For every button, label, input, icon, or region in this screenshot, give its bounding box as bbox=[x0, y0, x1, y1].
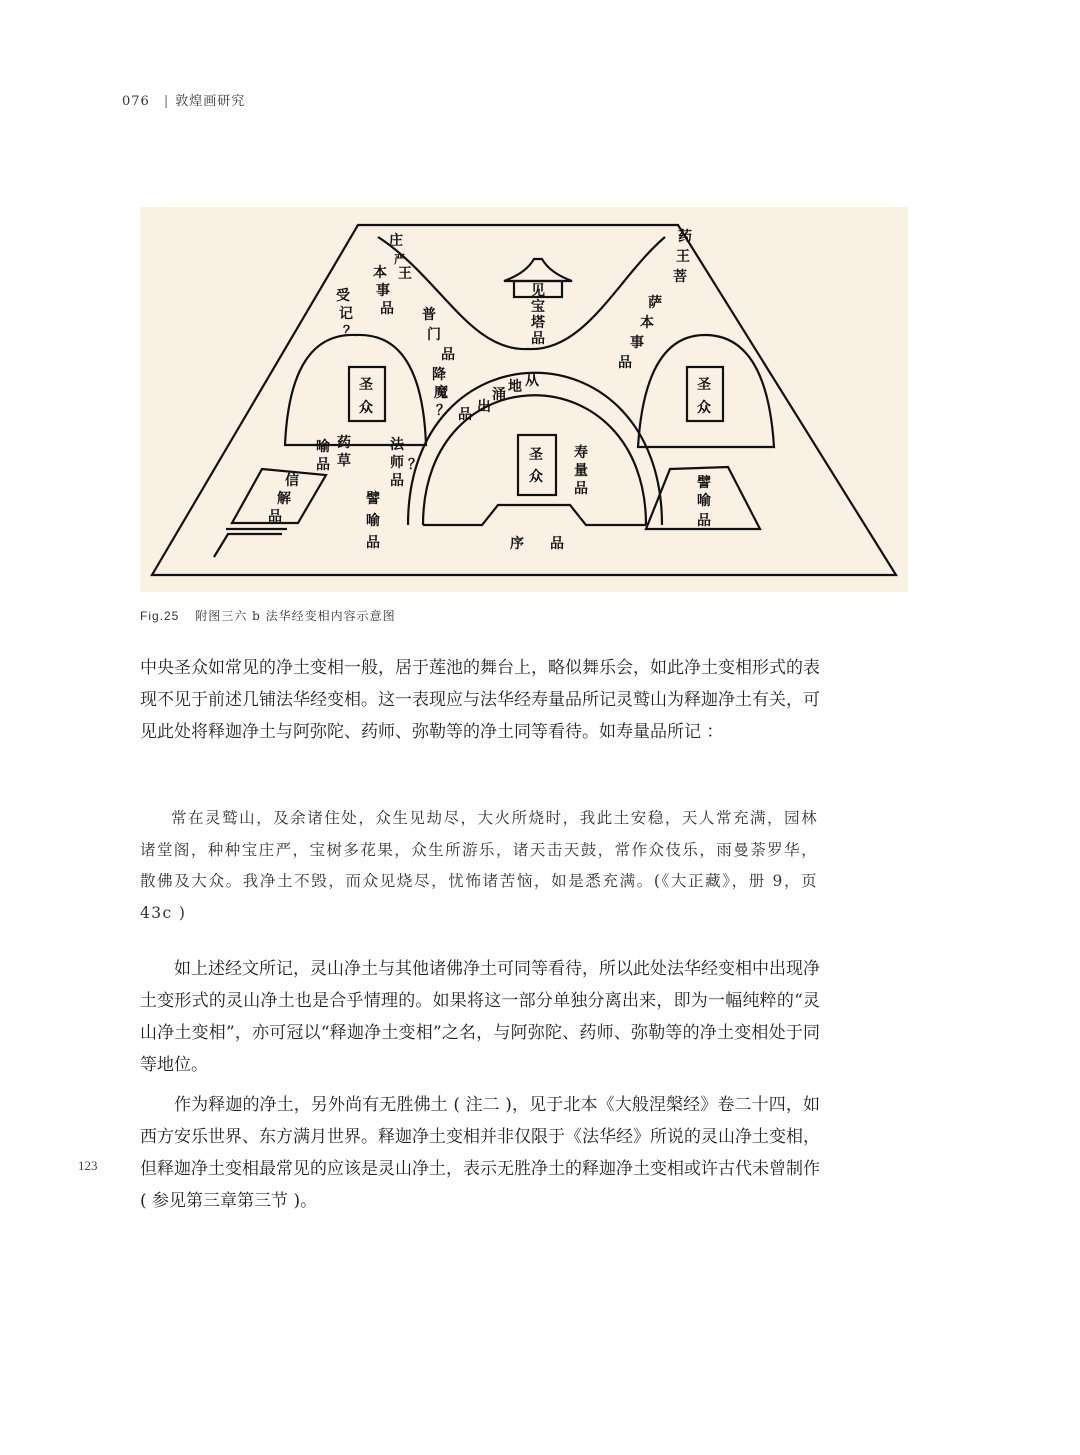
side-page-number: 123 bbox=[78, 1158, 98, 1173]
label-shouji: 受记？ bbox=[336, 288, 357, 340]
diagram-svg bbox=[140, 207, 908, 592]
label-shengzhong-right: 圣众 bbox=[697, 377, 711, 416]
label-shengzhong-left: 圣众 bbox=[359, 377, 373, 416]
label-yaocao-col2: 喻品 bbox=[316, 439, 330, 473]
header-separator: | bbox=[163, 94, 170, 109]
label-xu: 序 品 bbox=[510, 536, 564, 552]
label-xinjie: 信解品 bbox=[268, 473, 299, 525]
box-center bbox=[518, 435, 556, 495]
top-wave bbox=[378, 237, 665, 349]
label-zhuangyan-col1: 庄严王 bbox=[389, 233, 412, 282]
label-yaowang-col1: 药王菩 bbox=[673, 229, 692, 285]
left-arch bbox=[285, 335, 426, 445]
figure-diagram bbox=[140, 207, 908, 592]
label-zhuangyan-col2: 本事品 bbox=[373, 265, 394, 317]
label-fashi-q: ？ bbox=[408, 457, 422, 473]
header-book-title: 敦煌画研究 bbox=[175, 94, 246, 109]
body-paragraph-3: 作为释迦的净土，另外尚有无胜佛土 ( 注二 )，见于北本《大般涅槃经》卷二十四，如西方安乐世界、东方满月世界。释迦净土变相并非仅限于《法华经》所说的灵山净土变相，但释迦净土变相最常见的应该是灵山净土，表示无胜净土的释迦净土变相或许古代未曾制作 ( 参见第三章第三节 )。 bbox=[140, 1095, 820, 1211]
label-pumen: 普门品 bbox=[422, 307, 455, 363]
pagoda-roof bbox=[504, 259, 572, 281]
label-jianbaota: 见宝塔品 bbox=[531, 283, 545, 347]
figure-caption bbox=[140, 607, 396, 624]
scripture-quote: 常在灵鹫山，及余诸住处，众生见劫尽，大火所烧时，我此土安稳，天人常充满，园林诸堂阁，种种宝庄严，宝树多花果，众生所游乐，诸天击天鼓，常作众伎乐，雨曼荼罗华，散佛及大众。我净土不毁，而众见烧尽，忧怖诸苦恼，如是悉充满。(《大正藏》，册 9，页 43c ) bbox=[140, 809, 818, 922]
body-paragraph-2: 如上述经文所记，灵山净土与其他诸佛净土可同等看待，所以此处法华经变相中出现净土变形式的灵山净土也是合乎情理的。如果将这一部分单独分离出来，即为一幅纯粹的“灵山净土变相”，亦可冠以“释迦净土变相”之名，与阿弥陀、药师、弥勒等的净土变相处于同等地位。 bbox=[140, 959, 820, 1075]
running-head bbox=[122, 90, 245, 109]
label-shengzhong-center: 圣众 bbox=[529, 447, 543, 485]
stage-base bbox=[423, 505, 646, 525]
label-yaowang-col2: 萨本事品 bbox=[618, 295, 662, 371]
header-page-number: 076 bbox=[122, 94, 150, 109]
label-xiangmo: 降魔？ bbox=[432, 367, 450, 419]
label-piyu-right: 譬喻品 bbox=[697, 475, 711, 529]
body-paragraph-1: 中央圣众如常见的净土变相一般，居于莲池的舞台上，略似舞乐会，如此净土变相形式的表现不见于前述几铺法华经变相。这一表现应与法华经寿量品所记灵鹫山为释迦净土有关，可见此处将释迦净土与阿弥陀、药师、弥勒等的净土同等看待。如寿量品所记 ： bbox=[140, 658, 820, 742]
bottom-left-line bbox=[214, 534, 282, 557]
caption-number: Fig.25 bbox=[140, 609, 180, 623]
label-fashi-col1: 法师品 bbox=[390, 437, 404, 489]
label-congdi: 品 出涌 地 从 bbox=[458, 373, 539, 423]
label-shouliang: 寿量品 bbox=[574, 445, 588, 497]
label-yaocao-col1: 药草 bbox=[337, 435, 351, 469]
label-piyu-left: 譬喻品 bbox=[366, 491, 380, 551]
caption-text: 附图三六 b 法华经变相内容示意图 bbox=[195, 609, 396, 623]
